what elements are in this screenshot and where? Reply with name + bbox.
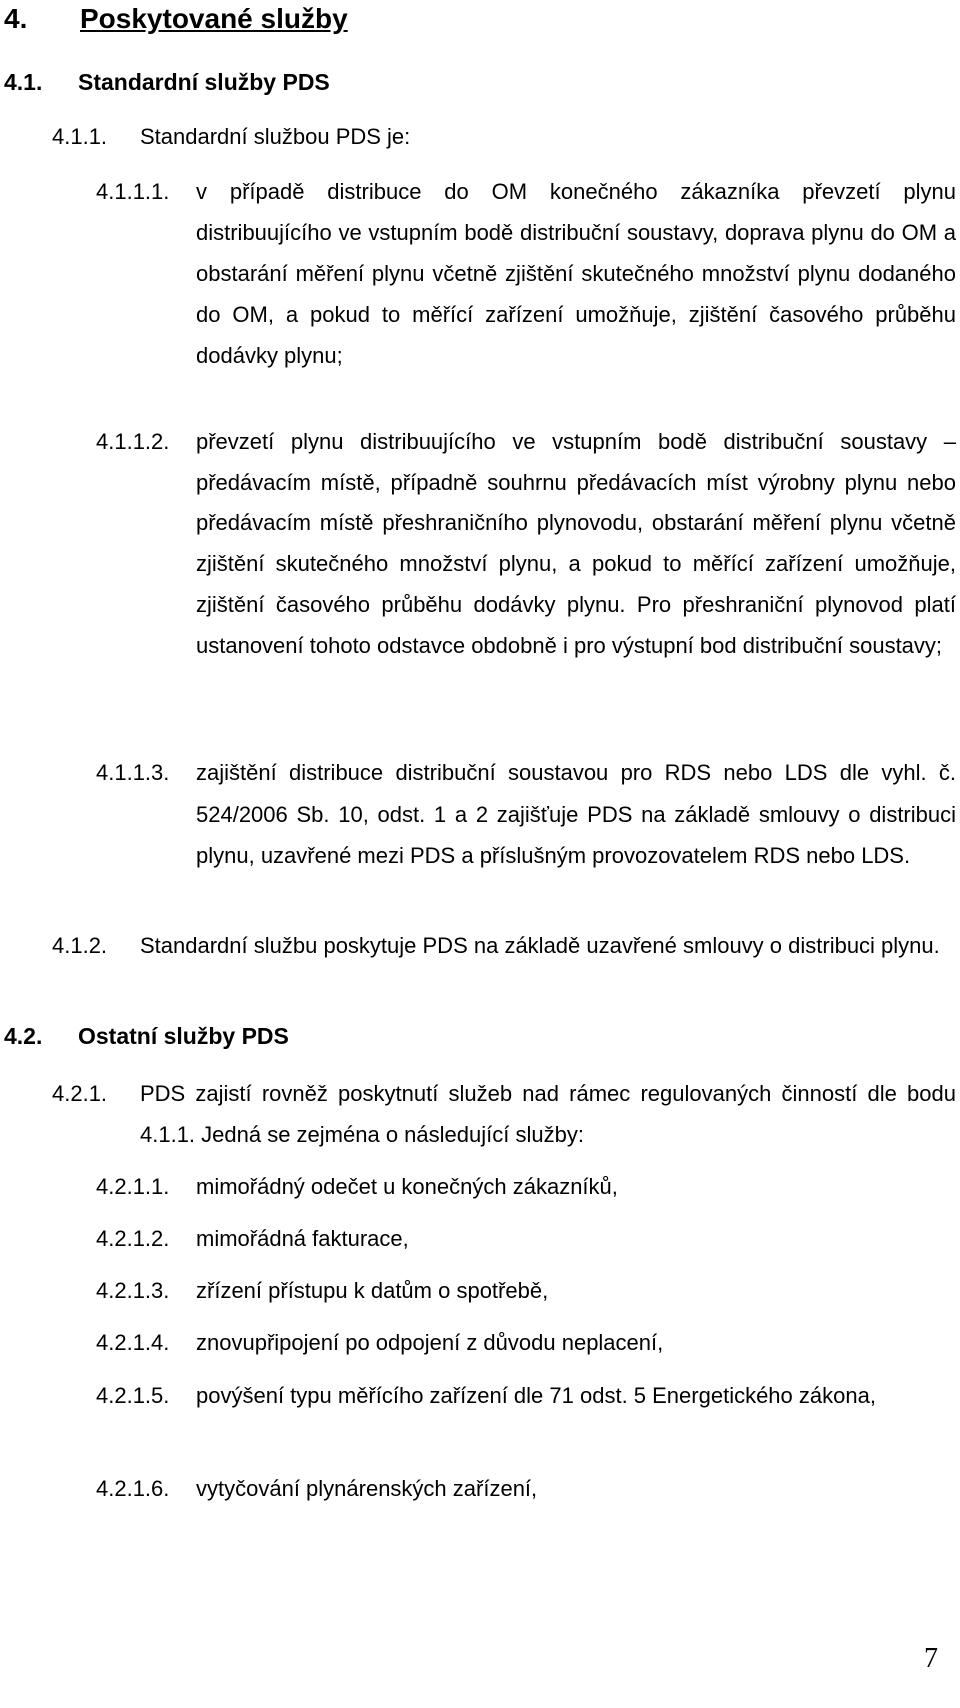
paragraph-text: PDS zajistí rovněž poskytnutí služeb nad rámec regulovaných činností dle bodu 4.1.1. Jedná se zejména o následující služby: bbox=[140, 1081, 956, 1147]
item-text: zřízení přístupu k datům o spotřebě, bbox=[196, 1278, 549, 1303]
item-number: 4.1.1.3. bbox=[96, 760, 170, 785]
item-number: 4.2.1.4. bbox=[96, 1330, 170, 1355]
subsection-title: Standardní služby PDS bbox=[78, 69, 330, 95]
paragraph-number: 4.1.1. bbox=[52, 124, 108, 149]
item-number: 4.2.1.1. bbox=[96, 1174, 170, 1199]
paragraph-number: 4.1.2. bbox=[52, 933, 108, 958]
item-number: 4.2.1.3. bbox=[96, 1278, 170, 1303]
item-text: mimořádný odečet u konečných zákazníků, bbox=[196, 1174, 618, 1199]
section-number: 4. bbox=[4, 3, 28, 34]
item-number: 4.1.1.2. bbox=[96, 429, 170, 454]
subsection-number: 4.1. bbox=[4, 69, 43, 95]
item-number: 4.2.1.6. bbox=[96, 1476, 170, 1501]
page-number: 7 bbox=[924, 1643, 938, 1674]
section-title: Poskytované služby bbox=[80, 3, 348, 34]
subsection-number: 4.2. bbox=[4, 1023, 43, 1049]
subsection-title: Ostatní služby PDS bbox=[78, 1023, 289, 1049]
paragraph-number: 4.2.1. bbox=[52, 1081, 108, 1106]
item-number: 4.2.1.2. bbox=[96, 1226, 170, 1251]
item-text: povýšení typu měřícího zařízení dle 71 odst. 5 Energetického zákona, bbox=[196, 1383, 876, 1408]
item-text: zajištění distribuce distribuční soustavou pro RDS nebo LDS dle vyhl. č. 524/2006 Sb. 10, odst. 1 a 2 zajišťuje PDS na základě smlouvy o distribuci plynu, uzavřené mezi PDS a příslušným provozovatelem RDS nebo LDS. bbox=[196, 760, 956, 868]
paragraph-text: Standardní službou PDS je: bbox=[140, 124, 411, 149]
item-number: 4.2.1.5. bbox=[96, 1383, 170, 1408]
item-text: znovupřipojení po odpojení z důvodu neplacení, bbox=[196, 1330, 664, 1355]
item-text: převzetí plynu distribuujícího ve vstupním bodě distribuční soustavy – předávacím místě, případně souhrnu předávacích míst výrobny plynu nebo předávacím místě přeshraničního plynovodu, obstarání měření plynu včetně zjištění skutečného množství plynu, a pokud to měřící zařízení umožňuje, zjištění časového průběhu dodávky plynu. Pro přeshraniční plynovod platí ustanovení tohoto odstavce obdobně i pro výstupní bod distribuční soustavy; bbox=[196, 429, 956, 658]
item-text: mimořádná fakturace, bbox=[196, 1226, 409, 1251]
paragraph-text: Standardní službu poskytuje PDS na základě uzavřené smlouvy o distribuci plynu. bbox=[140, 933, 940, 958]
item-number: 4.1.1.1. bbox=[96, 179, 170, 204]
item-text: v případě distribuce do OM konečného zákazníka převzetí plynu distribuujícího ve vstupním bodě distribuční soustavy, doprava plynu do OM a obstarání měření plynu včetně zjištění skutečného množství plynu dodaného do OM, a pokud to měřící zařízení umožňuje, zjištění časového průběhu dodávky plynu; bbox=[196, 179, 956, 368]
item-text: vytyčování plynárenských zařízení, bbox=[196, 1476, 538, 1501]
